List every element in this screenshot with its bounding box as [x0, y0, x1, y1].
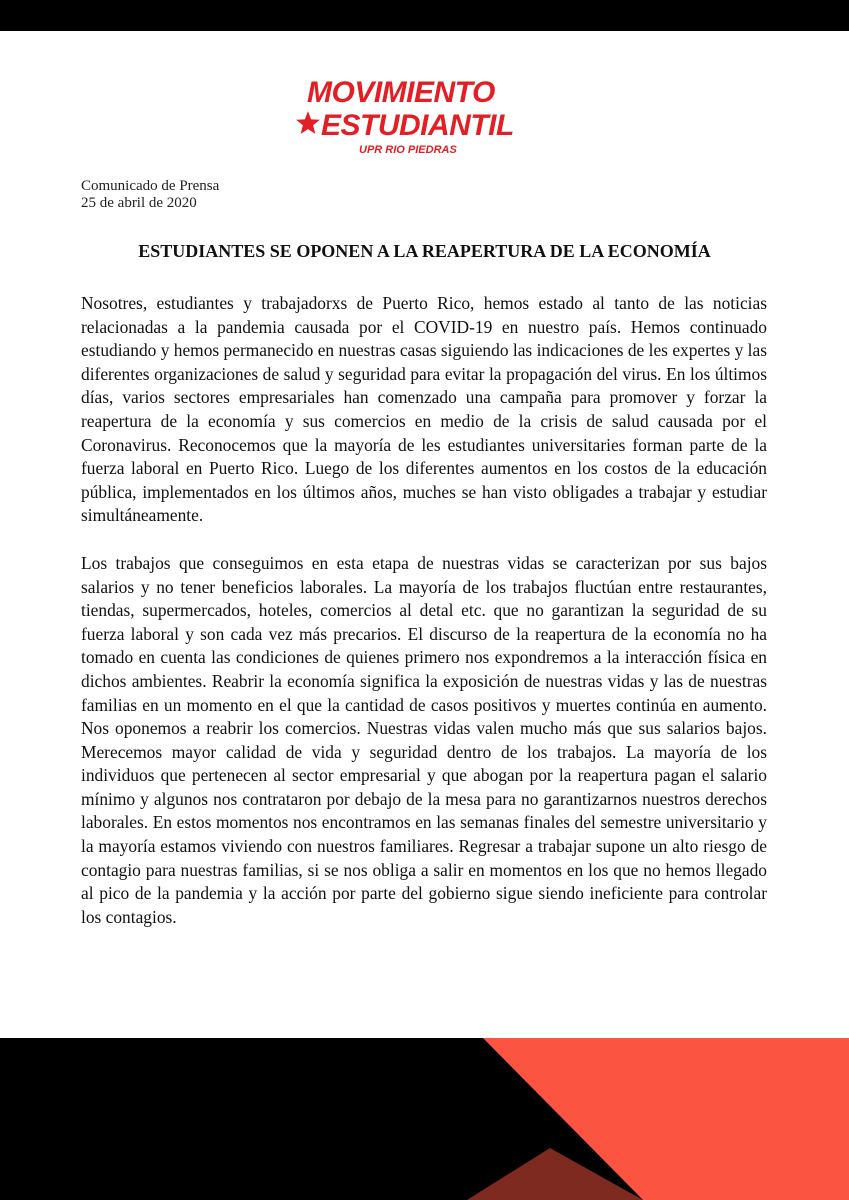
logo-subtitle: UPR RIO PIEDRAS	[359, 144, 457, 156]
body-text	[81, 292, 767, 953]
footer-decoration	[0, 1038, 849, 1200]
logo-line-1: MOVIMIENTO	[307, 76, 495, 109]
paragraph-1: Nosotres, estudiantes y trabajadorxs de Puerto Rico, hemos estado al tanto de las noticias relacionadas a la pandemia causada por el COVID-19 en nuestro país. Hemos continuado estudiando y hemos permanecido en nuestras casas siguiendo las indicaciones de les expertes y las diferentes organizaciones de salud y seguridad para evitar la propagación del virus. En los últimos días, varios sectores empresariales han comenzado una campaña para promover y forzar la reapertura de la economía y sus comercios en medio de la crisis de salud causada por el Coronavirus. Reconocemos que la mayoría de les estudiantes universitaries forman parte de la fuerza laboral en Puerto Rico. Luego de los diferentes aumentos en los costos de la educación pública, implementados en los últimos años, muches se han visto obligades a trabajar y estudiar simultáneamente.	[81, 293, 767, 526]
page-title: ESTUDIANTES SE OPONEN A LA REAPERTURA DE LA ECONOMÍA	[138, 241, 711, 261]
document-type: Comunicado de Prensa	[81, 178, 220, 194]
top-black-bar	[0, 0, 849, 31]
logo-line-2: ESTUDIANTIL	[321, 109, 514, 142]
press-release-meta	[81, 178, 219, 212]
document-date: 25 de abril de 2020	[81, 195, 197, 211]
paragraph-2: Los trabajos que conseguimos en esta etapa de nuestras vidas se caracterizan por sus bajos salarios y no tener beneficios laborales. La mayoría de los trabajos fluctúan entre restaurantes, tiendas, supermercados, hoteles, comercios al detal etc. que no garantizan la seguridad de su fuerza laboral y son cada vez más precarios. El discurso de la reapertura de la economía no ha tomado en cuenta las condiciones de quienes primero nos expondremos a la interacción física en dichos ambientes. Reabrir la economía significa la exposición de nuestras vidas y las de nuestras familias en un momento en el que la cantidad de casos positivos y muertes continúa en aumento. Nos oponemos a reabrir los comercios. Nuestras vidas valen mucho más que sus salarios bajos. Merecemos mayor calidad de vida y seguridad dentro de los trabajos. La mayoría de los individuos que pertenecen al sector empresarial y que abogan por la reapertura pagan el salario mínimo y algunos nos contrataron por debajo de la mesa para no garantizarnos nuestros derechos laborales. En estos momentos nos encontramos en las semanas finales del semestre universitario y la mayoría estamos viviendo con nuestros familiares. Regresar a trabajar supone un alto riesgo de contagio para nuestras familias, si se nos obliga a salir en momentos en los que no hemos llegado al pico de la pandemia y la acción por parte del gobierno sigue siendo ineficiente para controlar los contagios.	[81, 552, 767, 927]
star-icon	[295, 110, 321, 136]
movimiento-estudiantil-logo	[295, 76, 545, 158]
